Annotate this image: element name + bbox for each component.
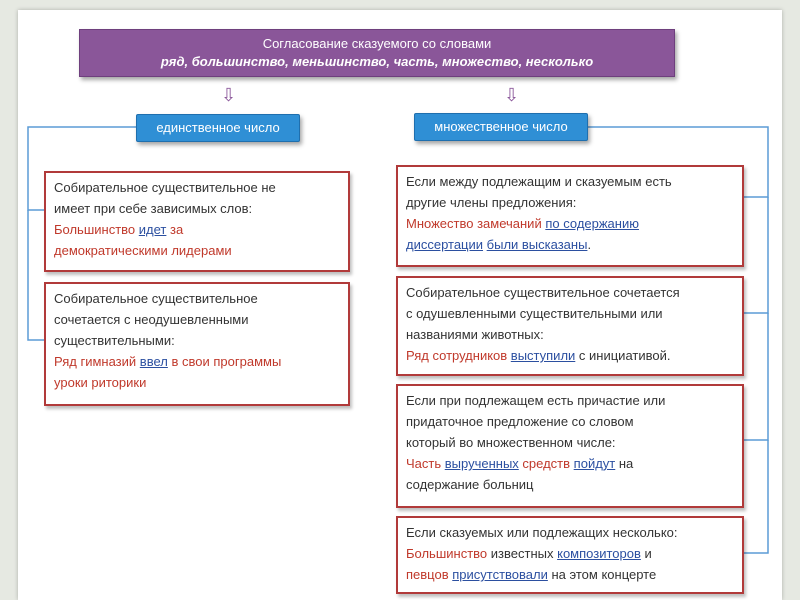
example-predicate: были высказаны xyxy=(486,237,588,252)
example-text: на xyxy=(618,456,634,471)
example-text: композиторов xyxy=(557,546,641,561)
example-text: и xyxy=(644,546,652,561)
example-text: демократическими лидерами xyxy=(54,243,232,258)
example-text: по содержанию xyxy=(545,216,639,231)
rule-card-plural-3 xyxy=(396,384,744,508)
example-subject: Ряд гимназий xyxy=(54,354,137,369)
example-predicate: идет xyxy=(138,222,167,237)
example-subject: Множество замечаний xyxy=(406,216,542,231)
example-subject: Большинство xyxy=(406,546,488,561)
rule-text: другие члены предложения: xyxy=(406,195,577,210)
rule-text: имеет при себе зависимых слов: xyxy=(54,201,253,216)
example-sentence xyxy=(406,234,734,255)
rule-text: названиями животных: xyxy=(406,327,544,342)
rule-text: с одушевленными существительными или xyxy=(406,306,663,321)
example-text: с инициативой. xyxy=(578,348,671,363)
rule-text: придаточное предложение со словом xyxy=(406,414,634,429)
header-singular xyxy=(136,114,300,142)
example-sentence xyxy=(406,564,734,585)
topic-title: Согласование сказуемого со словами xyxy=(262,36,492,51)
example-sentence xyxy=(406,213,734,234)
connector-right-2 xyxy=(744,197,768,313)
example-text: вырученных xyxy=(444,456,519,471)
example-sentence xyxy=(406,453,734,474)
example-predicate: ввел xyxy=(139,354,168,369)
example-text: в свои программы xyxy=(171,354,282,369)
example-predicate: выступили xyxy=(510,348,576,363)
rule-text: Собирательное существительное не xyxy=(54,180,276,195)
example-text: известных xyxy=(490,546,554,561)
rule-text: Если при подлежащем есть причастие или xyxy=(406,393,666,408)
down-arrow-icon: ⇩ xyxy=(504,85,520,105)
example-predicate: присутствовали xyxy=(452,567,548,582)
example-text: уроки риторики xyxy=(54,375,147,390)
rule-text: существительными: xyxy=(54,333,175,348)
rule-card-plural-4 xyxy=(396,516,744,594)
example-text: содержание больниц xyxy=(406,477,534,492)
example-sentence xyxy=(406,543,734,564)
example-text: диссертации xyxy=(406,237,484,252)
rule-card-plural-2 xyxy=(396,276,744,376)
example-text: средств xyxy=(522,456,571,471)
example-sentence xyxy=(54,351,340,372)
example-text: за xyxy=(170,222,184,237)
rule-text: который во множественном числе: xyxy=(406,435,616,450)
example-subject: Ряд сотрудников xyxy=(406,348,508,363)
example-subject: Часть xyxy=(406,456,442,471)
example-subject: певцов xyxy=(406,567,449,582)
down-arrow-icon: ⇩ xyxy=(221,85,237,105)
rule-card-singular-2 xyxy=(44,282,350,406)
header-plural-label: множественное число xyxy=(434,119,568,134)
rule-text: Если сказуемых или подлежащих несколько: xyxy=(406,525,678,540)
topic-words: ряд, большинство, меньшинство, часть, множество, несколько xyxy=(160,54,594,69)
rule-text: Если между подлежащим и сказуемым есть xyxy=(406,174,672,189)
rule-text: сочетается с неодушевленными xyxy=(54,312,249,327)
rule-text: Собирательное существительное сочетается xyxy=(406,285,680,300)
example-sentence xyxy=(54,219,340,240)
rule-card-plural-1 xyxy=(396,165,744,267)
rule-card-singular-1 xyxy=(44,171,350,272)
connector-left-2 xyxy=(28,210,44,340)
example-sentence xyxy=(406,345,734,366)
header-singular-label: единственное число xyxy=(156,120,280,135)
connector-right-4 xyxy=(744,440,768,553)
example-text: на этом концерте xyxy=(551,567,657,582)
connector-right-3 xyxy=(744,313,768,440)
example-subject: Большинство xyxy=(54,222,136,237)
example-predicate: пойдут xyxy=(573,456,616,471)
example-text: . xyxy=(587,237,592,252)
rule-text: Собирательное существительное xyxy=(54,291,258,306)
topic-title-box xyxy=(79,29,675,77)
header-plural xyxy=(414,113,588,141)
